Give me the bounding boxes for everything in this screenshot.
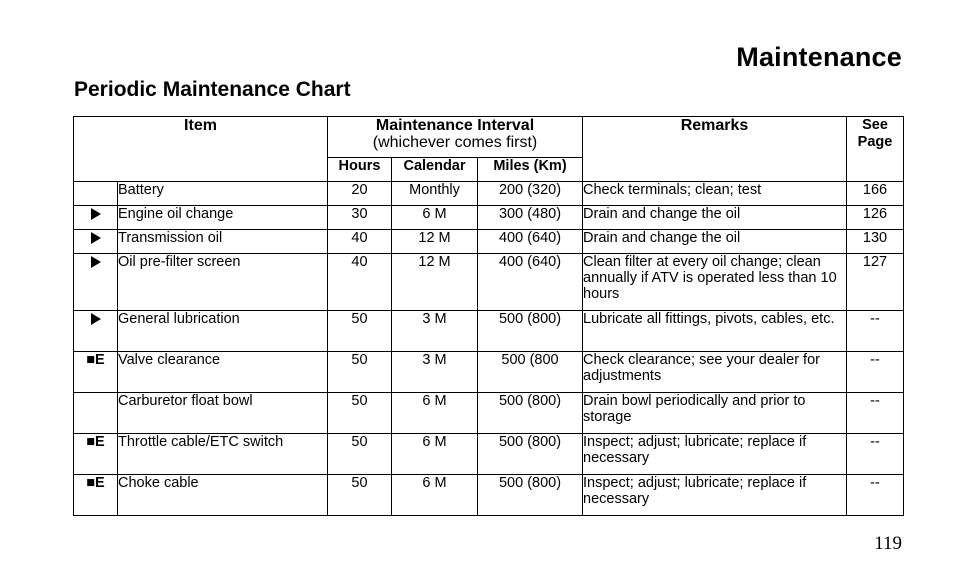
table-header-row [74,117,904,158]
header-calendar: Calendar [392,158,478,182]
triangle-right-icon [91,313,101,325]
header-miles: Miles (Km) [478,158,583,182]
header-maintenance-interval [328,117,583,158]
item-name: Throttle cable/ETC switch [118,434,328,475]
calendar-cell: 3 M [392,311,478,352]
calendar-cell: 6 M [392,475,478,516]
header-interval-main: Maintenance Interval [375,117,535,134]
item-name: Transmission oil [118,230,328,254]
header-item: Item [74,117,328,182]
miles-cell: 200 (320) [478,182,583,206]
table-row [74,475,904,516]
see-page-cell: -- [847,434,904,475]
row-marker [74,182,118,206]
header-interval-sub: (whichever comes first) [372,134,538,151]
item-name: Engine oil change [118,206,328,230]
calendar-cell: Monthly [392,182,478,206]
page-number: 119 [874,533,902,554]
hours-cell: 50 [328,434,392,475]
see-page-cell: 166 [847,182,904,206]
table-row [74,352,904,393]
table-row [74,230,904,254]
table-row [74,182,904,206]
hours-cell: 50 [328,475,392,516]
see-page-cell: -- [847,311,904,352]
remarks-cell: Inspect; adjust; lubricate; replace if necessary [583,475,847,516]
see-page-cell: 126 [847,206,904,230]
arrow-marker-icon [74,254,118,311]
item-name: Choke cable [118,475,328,516]
section-title: Maintenance [736,42,902,72]
miles-cell: 500 (800) [478,311,583,352]
header-see-page-line1: See [862,117,888,133]
row-marker [74,393,118,434]
item-name: Valve clearance [118,352,328,393]
hours-cell: 50 [328,352,392,393]
header-hours: Hours [328,158,392,182]
table-row [74,311,904,352]
triangle-right-icon [91,232,101,244]
remarks-cell: Check terminals; clean; test [583,182,847,206]
calendar-cell: 6 M [392,206,478,230]
see-page-cell: 127 [847,254,904,311]
arrow-marker-icon [74,206,118,230]
row-marker: ■E [74,434,118,475]
header-see-page-line2: Page [857,134,893,150]
see-page-cell: 130 [847,230,904,254]
table-body [74,182,904,516]
remarks-cell: Drain and change the oil [583,230,847,254]
calendar-cell: 3 M [392,352,478,393]
see-page-cell: -- [847,352,904,393]
table-row [74,393,904,434]
miles-cell: 300 (480) [478,206,583,230]
maintenance-table [73,116,904,516]
header-see-page [847,117,904,182]
arrow-marker-icon [74,311,118,352]
remarks-cell: Drain and change the oil [583,206,847,230]
miles-cell: 400 (640) [478,230,583,254]
item-name: Carburetor float bowl [118,393,328,434]
calendar-cell: 6 M [392,393,478,434]
item-name: Oil pre-filter screen [118,254,328,311]
hours-cell: 40 [328,230,392,254]
table-row [74,254,904,311]
table-row [74,206,904,230]
calendar-cell: 6 M [392,434,478,475]
arrow-marker-icon [74,230,118,254]
miles-cell: 500 (800) [478,434,583,475]
item-name: General lubrication [118,311,328,352]
calendar-cell: 12 M [392,254,478,311]
remarks-cell: Lubricate all fittings, pivots, cables, etc. [583,311,847,352]
miles-cell: 500 (800) [478,475,583,516]
miles-cell: 400 (640) [478,254,583,311]
triangle-right-icon [91,208,101,220]
hours-cell: 40 [328,254,392,311]
header-remarks: Remarks [583,117,847,182]
calendar-cell: 12 M [392,230,478,254]
remarks-cell: Drain bowl periodically and prior to storage [583,393,847,434]
remarks-cell: Check clearance; see your dealer for adjustments [583,352,847,393]
row-marker: ■E [74,475,118,516]
hours-cell: 20 [328,182,392,206]
triangle-right-icon [91,256,101,268]
miles-cell: 500 (800) [478,393,583,434]
hours-cell: 30 [328,206,392,230]
row-marker: ■E [74,352,118,393]
see-page-cell: -- [847,475,904,516]
remarks-cell: Clean filter at every oil change; clean annually if ATV is operated less than 10 hours [583,254,847,311]
item-name: Battery [118,182,328,206]
hours-cell: 50 [328,311,392,352]
remarks-cell: Inspect; adjust; lubricate; replace if necessary [583,434,847,475]
miles-cell: 500 (800 [478,352,583,393]
chart-title: Periodic Maintenance Chart [74,78,351,101]
table-row [74,434,904,475]
see-page-cell: -- [847,393,904,434]
hours-cell: 50 [328,393,392,434]
